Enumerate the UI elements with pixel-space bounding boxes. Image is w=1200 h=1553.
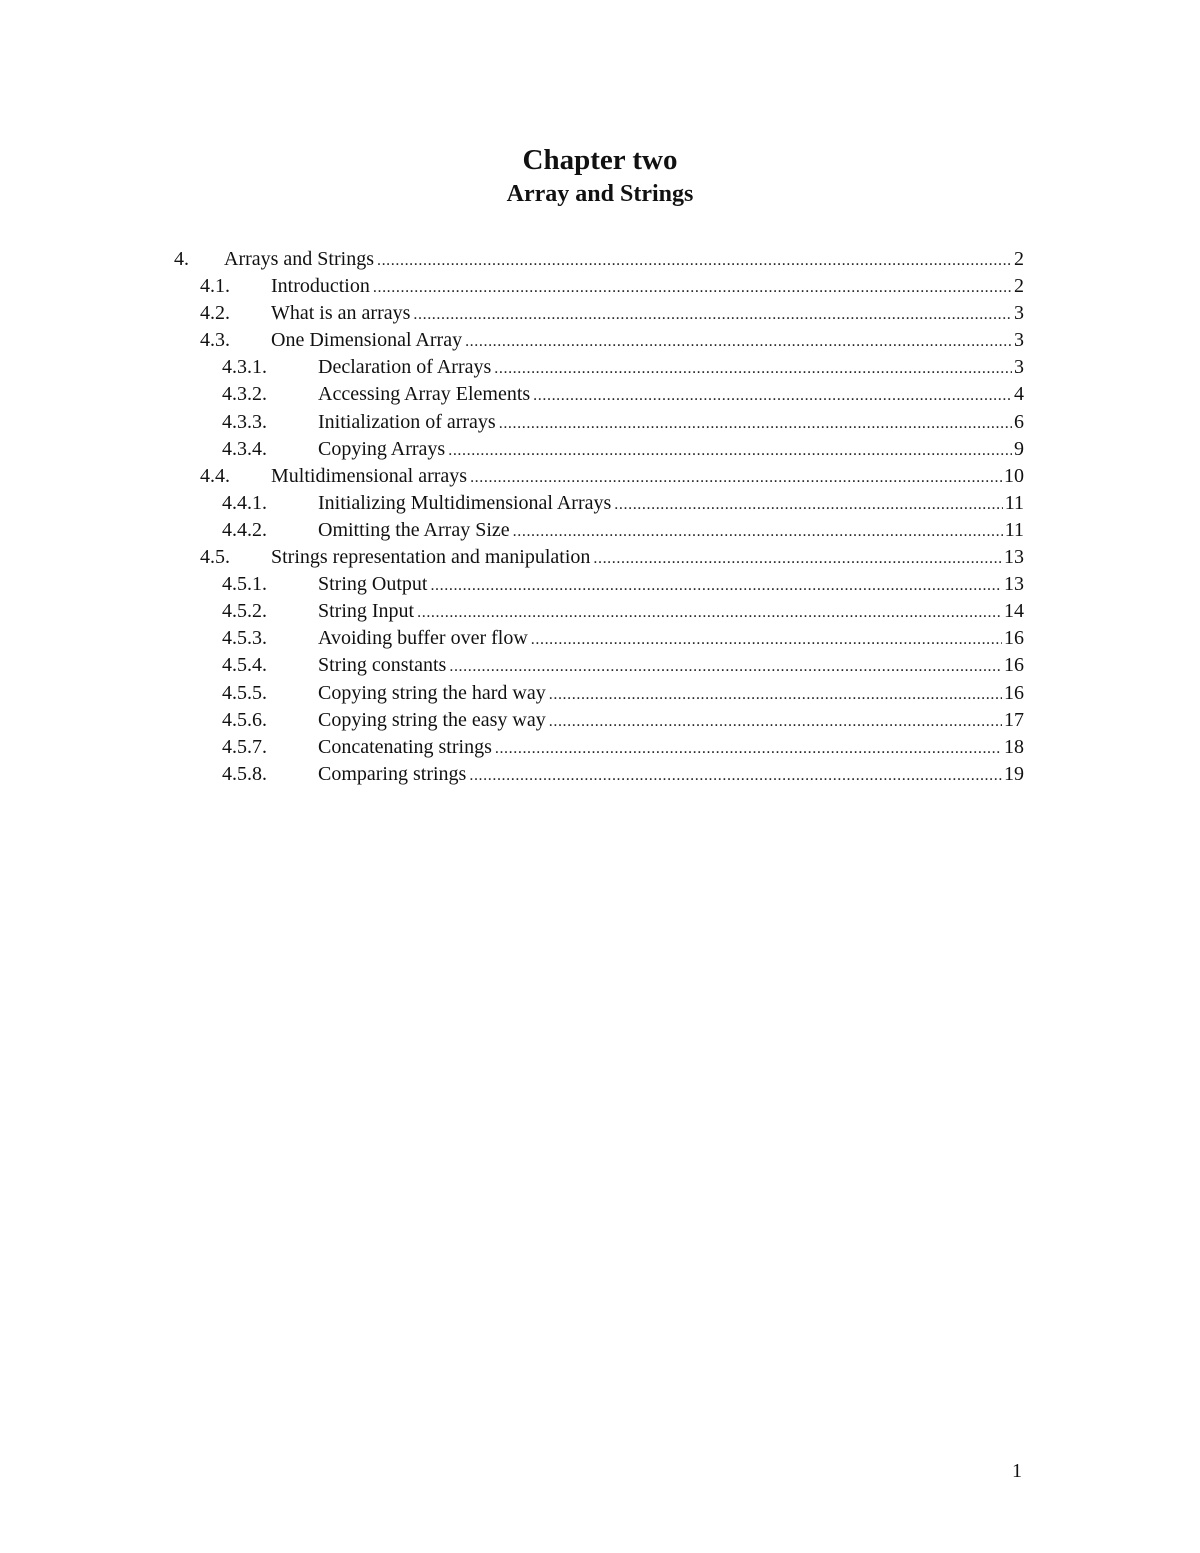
toc-entry-number: 4.5.6.	[222, 708, 267, 731]
table-of-contents	[174, 246, 1024, 788]
toc-dot-leader	[531, 626, 1002, 653]
toc-entry[interactable]	[174, 300, 1024, 327]
toc-entry-line	[318, 517, 1024, 545]
toc-entry-number: 4.5.3.	[222, 627, 267, 650]
toc-entry-line	[318, 625, 1024, 653]
toc-entry-page: 13	[1004, 546, 1024, 569]
toc-entry-page: 6	[1014, 410, 1024, 433]
toc-entry-title[interactable]: Avoiding buffer over flow	[318, 625, 529, 652]
toc-dot-leader	[377, 247, 1012, 274]
toc-entry-line	[271, 273, 1024, 301]
toc-entry-number: 4.1.	[200, 275, 230, 298]
toc-dot-leader	[417, 599, 1002, 626]
toc-entry-page: 10	[1004, 464, 1024, 487]
toc-entry-page: 18	[1004, 735, 1024, 758]
toc-entry-title[interactable]: Omitting the Array Size	[318, 517, 511, 544]
toc-entry-page: 19	[1004, 762, 1024, 785]
toc-entry-page: 3	[1014, 302, 1024, 325]
toc-entry-number: 4.5.5.	[222, 681, 267, 704]
toc-dot-leader	[614, 491, 1002, 518]
toc-entry-title[interactable]: What is an arrays	[271, 300, 411, 327]
toc-entry-number: 4.3.	[200, 329, 230, 352]
toc-entry[interactable]	[174, 761, 1024, 788]
toc-entry-line	[271, 327, 1024, 355]
toc-dot-leader	[449, 653, 1002, 680]
toc-entry-title[interactable]: Declaration of Arrays	[318, 354, 492, 381]
toc-entry-line	[318, 680, 1024, 708]
toc-entry-page: 16	[1004, 627, 1024, 650]
toc-entry-page: 2	[1014, 275, 1024, 298]
toc-entry-title[interactable]: Initialization of arrays	[318, 409, 497, 436]
toc-dot-leader	[470, 464, 1002, 491]
toc-entry-number: 4.5.2.	[222, 600, 267, 623]
toc-entry-line	[271, 463, 1024, 491]
toc-entry-line	[318, 490, 1024, 518]
toc-dot-leader	[413, 301, 1012, 328]
chapter-title: Chapter two	[522, 144, 678, 176]
toc-entry-line	[318, 354, 1024, 382]
toc-entry-number: 4.	[174, 248, 189, 270]
page-number: 1	[1012, 1460, 1022, 1482]
toc-entry-page: 13	[1004, 573, 1024, 596]
toc-dot-leader	[465, 328, 1012, 355]
toc-entry-line	[318, 571, 1024, 599]
toc-entry-title[interactable]: Copying string the easy way	[318, 707, 547, 734]
toc-entry-title[interactable]: Concatenating strings	[318, 734, 493, 761]
toc-entry-line	[318, 652, 1024, 680]
toc-entry-number: 4.5.	[200, 546, 230, 569]
toc-entry-page: 16	[1004, 654, 1024, 677]
toc-entry-title[interactable]: Copying Arrays	[318, 436, 446, 463]
toc-entry-title[interactable]: Introduction	[271, 273, 371, 300]
toc-dot-leader	[593, 545, 1002, 572]
toc-entry-title[interactable]: Copying string the hard way	[318, 680, 547, 707]
toc-entry-line	[318, 761, 1024, 789]
toc-entry-number: 4.3.1.	[222, 356, 267, 379]
toc-entry[interactable]	[174, 571, 1024, 598]
toc-entry[interactable]	[174, 517, 1024, 544]
toc-entry[interactable]	[174, 463, 1024, 490]
toc-dot-leader	[499, 410, 1012, 437]
toc-entry-page: 9	[1014, 437, 1024, 460]
toc-entry[interactable]	[174, 652, 1024, 679]
toc-entry-title[interactable]: Strings representation and manipulation	[271, 544, 591, 571]
toc-entry[interactable]	[174, 490, 1024, 517]
toc-entry-page: 2	[1014, 248, 1024, 270]
toc-entry-page: 17	[1004, 708, 1024, 731]
toc-entry[interactable]	[174, 409, 1024, 436]
toc-entry[interactable]	[174, 436, 1024, 463]
toc-entry-line	[318, 409, 1024, 437]
toc-entry-number: 4.5.4.	[222, 654, 267, 677]
toc-entry-line	[318, 734, 1024, 762]
toc-entry[interactable]	[174, 381, 1024, 408]
toc-entry-title[interactable]: Comparing strings	[318, 761, 467, 788]
toc-entry[interactable]	[174, 625, 1024, 652]
toc-entry-page: 16	[1004, 681, 1024, 704]
toc-entry-line	[318, 381, 1024, 409]
toc-entry-line	[271, 544, 1024, 572]
toc-dot-leader	[469, 762, 1002, 789]
toc-entry-number: 4.4.	[200, 464, 230, 487]
toc-entry-number: 4.4.1.	[222, 491, 267, 514]
toc-entry-title[interactable]: Accessing Array Elements	[318, 381, 531, 408]
toc-entry-title[interactable]: String constants	[318, 652, 447, 679]
toc-dot-leader	[533, 382, 1012, 409]
toc-entry[interactable]	[174, 273, 1024, 300]
toc-entry-number: 4.5.8.	[222, 762, 267, 785]
toc-entry[interactable]	[174, 246, 1024, 273]
toc-entry[interactable]	[174, 734, 1024, 761]
toc-entry[interactable]	[174, 354, 1024, 381]
toc-entry-page: 11	[1004, 518, 1024, 541]
toc-entry-line	[318, 707, 1024, 735]
toc-dot-leader	[495, 735, 1002, 762]
toc-entry-title[interactable]: Initializing Multidimensional Arrays	[318, 490, 612, 517]
toc-entry-line	[318, 598, 1024, 626]
toc-entry-title[interactable]: String Output	[318, 571, 428, 598]
toc-entry-page: 14	[1004, 600, 1024, 623]
toc-dot-leader	[549, 708, 1002, 735]
toc-dot-leader	[513, 518, 1003, 545]
toc-entry-number: 4.5.7.	[222, 735, 267, 758]
toc-dot-leader	[430, 572, 1002, 599]
toc-entry-page: 3	[1014, 329, 1024, 352]
toc-entry-title[interactable]: Arrays and Strings	[224, 246, 375, 273]
toc-entry-line	[271, 300, 1024, 328]
toc-entry-number: 4.3.4.	[222, 437, 267, 460]
toc-entry-title[interactable]: One Dimensional Array	[271, 327, 463, 354]
toc-entry-number: 4.5.1.	[222, 573, 267, 596]
toc-entry[interactable]	[174, 680, 1024, 707]
toc-entry[interactable]	[174, 544, 1024, 571]
toc-entry-title[interactable]: Multidimensional arrays	[271, 463, 468, 490]
toc-entry-page: 3	[1014, 356, 1024, 379]
toc-entry-line	[318, 436, 1024, 464]
toc-dot-leader	[448, 437, 1012, 464]
toc-entry[interactable]	[174, 598, 1024, 625]
chapter-subtitle: Array and Strings	[506, 181, 694, 207]
toc-entry-title[interactable]: String Input	[318, 598, 415, 625]
toc-dot-leader	[373, 274, 1012, 301]
toc-entry-number: 4.4.2.	[222, 518, 267, 541]
toc-entry-line	[224, 246, 1024, 274]
toc-entry-number: 4.3.2.	[222, 383, 267, 406]
toc-entry-page: 4	[1014, 383, 1024, 406]
toc-entry-page: 11	[1004, 491, 1024, 514]
toc-entry-number: 4.3.3.	[222, 410, 267, 433]
toc-entry[interactable]	[174, 707, 1024, 734]
toc-entry-number: 4.2.	[200, 302, 230, 325]
toc-entry[interactable]	[174, 327, 1024, 354]
toc-dot-leader	[549, 681, 1002, 708]
toc-dot-leader	[494, 355, 1012, 382]
